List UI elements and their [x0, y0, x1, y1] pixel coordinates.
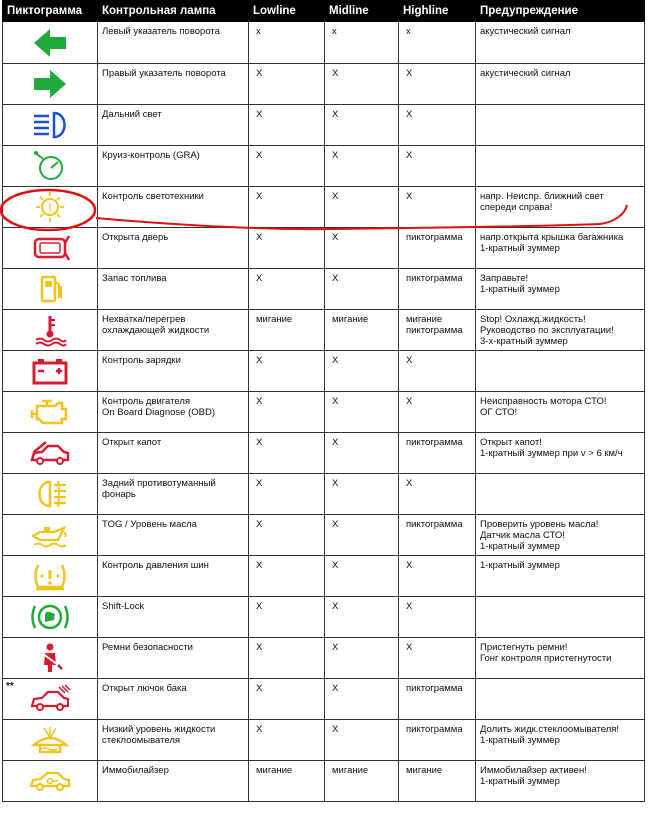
icon-cell: [3, 22, 98, 64]
warning-cell: Иммобилайзер активен! 1-кратный зуммер: [476, 761, 645, 802]
lowline-cell: X: [249, 269, 325, 310]
lowline-cell: X: [249, 597, 325, 638]
table-row: [3, 392, 645, 433]
highline-cell: x: [399, 22, 476, 64]
lowline-cell: X: [249, 515, 325, 556]
lowline-cell: X: [249, 187, 325, 228]
icon-cell: [3, 433, 98, 474]
lowline-cell: X: [249, 556, 325, 597]
table-row: [3, 228, 645, 269]
midline-cell: X: [325, 146, 399, 187]
highline-cell: пиктограмма: [399, 269, 476, 310]
table-row: [3, 638, 645, 679]
lamp-name-cell: Иммобилайзер: [98, 761, 249, 802]
warning-lamps-table: [2, 0, 645, 802]
table-row: [3, 474, 645, 515]
icon-cell: [3, 679, 98, 720]
midline-cell: X: [325, 351, 399, 392]
immobilizer-icon: [3, 764, 97, 798]
washer-fluid-icon: [3, 723, 97, 757]
lamp-name-cell: Контроль светотехники: [98, 187, 249, 228]
table-row: [3, 105, 645, 146]
hood-open-icon: [3, 436, 97, 470]
highline-cell: мигание: [399, 761, 476, 802]
highline-cell: X: [399, 392, 476, 433]
icon-cell: [3, 228, 98, 269]
table-row: [3, 597, 645, 638]
midline-cell: X: [325, 556, 399, 597]
high-beam-icon: [3, 108, 97, 142]
icon-cell: [3, 64, 98, 105]
lamp-name-cell: Открыта дверь: [98, 228, 249, 269]
highline-cell: мигание пиктограмма: [399, 310, 476, 351]
header-highline: Highline: [399, 1, 476, 22]
door-open-icon: [3, 231, 97, 265]
header-warning: Предупреждение: [476, 1, 645, 22]
warning-cell: Открыт капот! 1-кратный зуммер при v > 6 км/ч: [476, 433, 645, 474]
icon-cell: [3, 351, 98, 392]
lamp-name-cell: TOG / Уровень масла: [98, 515, 249, 556]
tire-pressure-icon: [3, 559, 97, 593]
lamp-name-cell: Дальний свет: [98, 105, 249, 146]
highline-cell: пиктограмма: [399, 679, 476, 720]
warning-cell: напр.открыта крышка багажника 1-кратный зуммер: [476, 228, 645, 269]
engine-icon: [3, 395, 97, 429]
highline-cell: X: [399, 556, 476, 597]
icon-cell: [3, 761, 98, 802]
warning-cell: [476, 146, 645, 187]
light-control-icon: [3, 190, 97, 224]
lowline-cell: X: [249, 351, 325, 392]
lamp-name-cell: Нехватка/перегрев охлаждающей жидкости: [98, 310, 249, 351]
lowline-cell: X: [249, 146, 325, 187]
midline-cell: x: [325, 22, 399, 64]
table-row: [3, 351, 645, 392]
midline-cell: X: [325, 638, 399, 679]
header-lowline: Lowline: [249, 1, 325, 22]
midline-cell: X: [325, 187, 399, 228]
lowline-cell: X: [249, 474, 325, 515]
warning-cell: Заправьте! 1-кратный зуммер: [476, 269, 645, 310]
warning-cell: [476, 597, 645, 638]
battery-icon: [3, 354, 97, 388]
left-turn-arrow-icon: [3, 26, 97, 60]
rear-fog-light-icon: [3, 477, 97, 511]
header-icon: Пиктограмма: [3, 1, 98, 22]
highline-cell: пиктограмма: [399, 515, 476, 556]
table-row: [3, 64, 645, 105]
highline-cell: X: [399, 105, 476, 146]
midline-cell: X: [325, 720, 399, 761]
warning-cell: напр. Неиспр. ближний свет спереди справа!: [476, 187, 645, 228]
icon-cell: [3, 597, 98, 638]
cruise-control-icon: [3, 149, 97, 183]
icon-cell: [3, 310, 98, 351]
lowline-cell: X: [249, 638, 325, 679]
icon-cell: [3, 515, 98, 556]
lowline-cell: X: [249, 105, 325, 146]
footnote-mark: **: [6, 681, 14, 692]
lamp-name-cell: Круиз-контроль (GRA): [98, 146, 249, 187]
header-midline: Midline: [325, 1, 399, 22]
lamp-name-cell: Задний противотуманный фонарь: [98, 474, 249, 515]
warning-cell: акустический сигнал: [476, 64, 645, 105]
oil-level-icon: [3, 518, 97, 552]
table-row: [3, 22, 645, 64]
highline-cell: X: [399, 187, 476, 228]
lowline-cell: X: [249, 433, 325, 474]
table-row: [3, 761, 645, 802]
icon-cell: [3, 146, 98, 187]
highline-cell: пиктограмма: [399, 228, 476, 269]
coolant-temperature-icon: [3, 313, 97, 347]
lowline-cell: мигание: [249, 761, 325, 802]
warning-cell: Неисправность мотора СТО! ОГ СТО!: [476, 392, 645, 433]
seat-belt-icon: [3, 641, 97, 675]
table-row: [3, 720, 645, 761]
lamp-name-cell: Ремни безопасности: [98, 638, 249, 679]
warning-lamps-table-wrapper: [2, 0, 645, 802]
lowline-cell: X: [249, 679, 325, 720]
header-lamp: Контрольная лампа: [98, 1, 249, 22]
table-row: [3, 679, 645, 720]
lamp-name-cell: Открыт лючок бака: [98, 679, 249, 720]
table-row: [3, 310, 645, 351]
warning-cell: [476, 351, 645, 392]
lowline-cell: X: [249, 228, 325, 269]
midline-cell: X: [325, 392, 399, 433]
warning-cell: [476, 679, 645, 720]
midline-cell: X: [325, 474, 399, 515]
lamp-name-cell: Низкий уровень жидкости стеклоомывателя: [98, 720, 249, 761]
table-row: [3, 433, 645, 474]
midline-cell: X: [325, 64, 399, 105]
warning-cell: акустический сигнал: [476, 22, 645, 64]
table-row: [3, 556, 645, 597]
warning-cell: [476, 105, 645, 146]
warning-cell: Stop! Охлажд.жидкость! Руководство по эксплуатации! 3-х-кратный зуммер: [476, 310, 645, 351]
midline-cell: мигание: [325, 761, 399, 802]
lamp-name-cell: Правый указатель поворота: [98, 64, 249, 105]
highline-cell: X: [399, 146, 476, 187]
midline-cell: X: [325, 269, 399, 310]
highline-cell: X: [399, 597, 476, 638]
right-turn-arrow-icon: [3, 67, 97, 101]
lowline-cell: X: [249, 64, 325, 105]
icon-cell: [3, 105, 98, 146]
midline-cell: X: [325, 228, 399, 269]
table-row: [3, 187, 645, 228]
highline-cell: пиктограмма: [399, 433, 476, 474]
highline-cell: X: [399, 638, 476, 679]
svg-text:!: !: [48, 202, 52, 214]
lamp-name-cell: Контроль двигателя On Board Diagnose (OBD): [98, 392, 249, 433]
highline-cell: пиктограмма: [399, 720, 476, 761]
midline-cell: мигание: [325, 310, 399, 351]
midline-cell: X: [325, 433, 399, 474]
lowline-cell: x: [249, 22, 325, 64]
icon-cell: [3, 269, 98, 310]
icon-cell: [3, 187, 98, 228]
warning-cell: Пристегнуть ремни! Гонг контроля пристегнутости: [476, 638, 645, 679]
warning-cell: 1-кратный зуммер: [476, 556, 645, 597]
lowline-cell: мигание: [249, 310, 325, 351]
highline-cell: X: [399, 351, 476, 392]
lamp-name-cell: Открыт капот: [98, 433, 249, 474]
lamp-name-cell: Контроль зарядки: [98, 351, 249, 392]
lowline-cell: X: [249, 720, 325, 761]
table-body: [3, 22, 645, 802]
shift-lock-icon: [3, 600, 97, 634]
lamp-name-cell: Контроль давления шин: [98, 556, 249, 597]
icon-cell: [3, 474, 98, 515]
midline-cell: X: [325, 515, 399, 556]
lamp-name-cell: Запас топлива: [98, 269, 249, 310]
midline-cell: X: [325, 679, 399, 720]
icon-cell: [3, 556, 98, 597]
midline-cell: X: [325, 105, 399, 146]
lamp-name-cell: Левый указатель поворота: [98, 22, 249, 64]
highline-cell: X: [399, 64, 476, 105]
table-row: [3, 146, 645, 187]
icon-cell: [3, 720, 98, 761]
warning-cell: Проверить уровень масла! Датчик масла СТО! 1-кратный зуммер: [476, 515, 645, 556]
table-row: [3, 269, 645, 310]
icon-cell: [3, 392, 98, 433]
lowline-cell: X: [249, 392, 325, 433]
fuel-flap-icon: [3, 682, 97, 716]
lamp-name-cell: Shift-Lock: [98, 597, 249, 638]
fuel-reserve-icon: [3, 272, 97, 306]
highline-cell: X: [399, 474, 476, 515]
warning-cell: Долить жидк.стеклоомывателя! 1-кратный зуммер: [476, 720, 645, 761]
midline-cell: X: [325, 597, 399, 638]
warning-cell: [476, 474, 645, 515]
table-header-row: [3, 1, 645, 22]
table-row: [3, 515, 645, 556]
icon-cell: [3, 638, 98, 679]
